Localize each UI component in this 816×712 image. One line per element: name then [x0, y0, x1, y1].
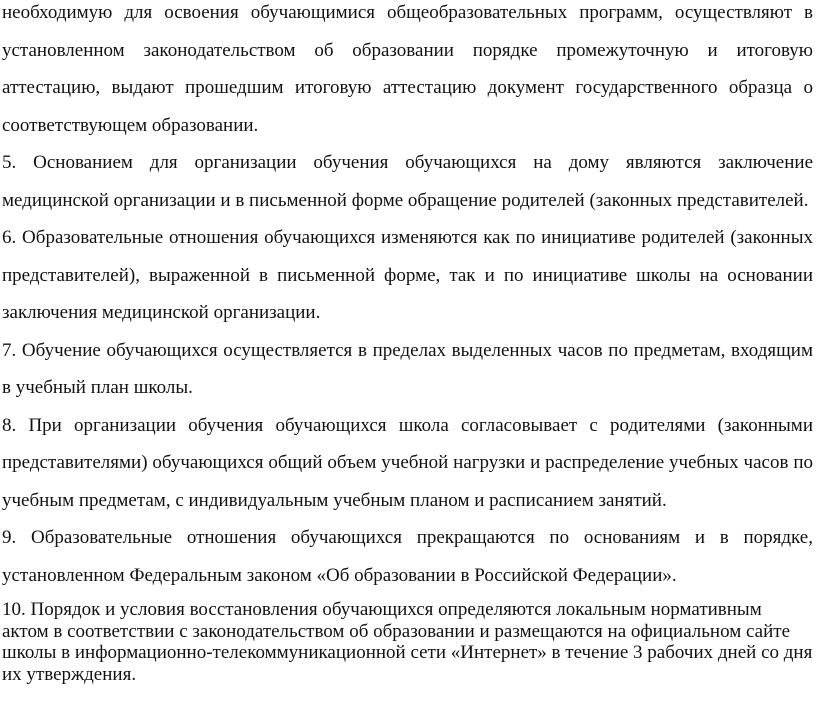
- paragraph-item-8: 8. При организации обучения обучающихся школа согласовывает с родителями (законными представителями) обучающихся общий объем учебной нагрузки и распределение учебных часов по учебным предметам, с индивидуальным учебным планом и расписанием занятий.: [2, 414, 813, 511]
- paragraph-item-6: 6. Образовательные отношения обучающихся изменяются как по инициативе родителей (законных представителей), выраженной в письменной форме, так и по инициативе школы на основании заключения медицинской организации.: [2, 227, 813, 323]
- paragraph-item-7: 7. Обучение обучающихся осуществляется в пределах выделенных часов по предметам, входящим в учебный план школы.: [2, 339, 813, 398]
- document-page: [2, 0, 813, 685]
- paragraph-item-10: 10. Порядок и условия восстановления обучающихся определяются локальным нормативным актом в соответствии с законодательством об образовании и размещаются на официальном сайте школы в информационно-телекоммуникационной сети «Интернет» в течение 3 рабочих дней со дня их утверждения.: [2, 599, 813, 685]
- paragraph-item-5: 5. Основанием для организации обучения обучающихся на дому являются заключение медицинской организации и в письменной форме обращение родителей (законных представителей.: [2, 152, 813, 211]
- paragraph-continuation: необходимую для освоения обучающимися общеобразовательных программ, осуществляют в установленном законодательством об образовании порядке промежуточную и итоговую аттестацию, выдают прошедшим итоговую аттестацию документ государственного образца о соответствующем образовании.: [2, 2, 813, 136]
- paragraph-item-9: 9. Образовательные отношения обучающихся прекращаются по основаниям и в порядке, установленном Федеральным законом «Об образовании в Российской Федерации».: [2, 527, 813, 586]
